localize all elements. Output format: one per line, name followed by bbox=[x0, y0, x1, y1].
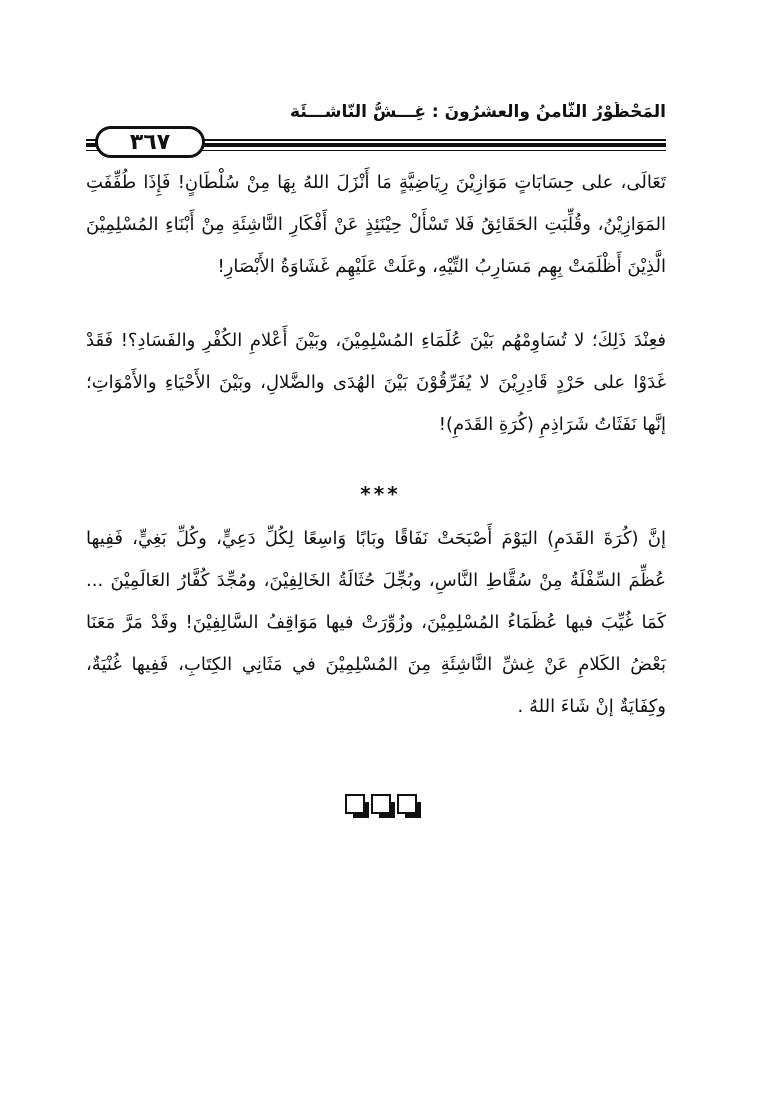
page-number: ٣٦٧ bbox=[129, 129, 171, 155]
paragraph-3: إنَّ (كُرَةَ القَدَمِ) اليَوْمَ أَصْبَحَتْ نَفَاقًا وبَابًا وَاسِعًا لِكُلِّ دَعِيٍّ، وكُلِّ بَغِيٍّ، فَفِيها عُظِّمَ السِّفْلَةُ مِنْ سُقَّاطِ النَّاسِ، وبُجِّلَ حُثَالَةُ الخَالِفِيْنَ، ومُجِّدَ كُفَّارُ العَالَمِيْنَ ... كَمَا غُيِّبَ فيها عُظَمَاءُ المُسْلِمِيْنَ، وزُوِّرَتْ فيها مَوَاقِفُ السَّالِفِيْنَ! وقَدْ مَرَّ مَعَنَا بَعْضُ الكَلامِ عَنْ غِشِّ النَّاشِئَةِ مِنَ المُسْلِمِيْنَ في مَثَانِي الكِتَابِ، فَفِيها غُنْيَةٌ، وكِفَايَةٌ إنْ شَاءَ اللهُ . bbox=[86, 528, 666, 717]
square-ornament-icon bbox=[371, 794, 391, 814]
square-ornament-icon bbox=[345, 794, 365, 814]
end-of-section-marks bbox=[0, 794, 761, 814]
page-number-badge bbox=[95, 126, 205, 158]
square-ornament-icon bbox=[397, 794, 417, 814]
paragraph-1: تَعَالَى، على حِسَابَاتٍ مَوَازِيْنَ رِيَاضِيَّةٍ مَا أَنْزَلَ اللهُ بِهَا مِنْ سُلْطَانٍ! فَإِذَا طُفِّفَتِ المَوَازِيْنُ، وقُلِّبَتِ الحَقَائِقُ فَلا تَسْأَلْ حِيْنَئِذٍ عَنْ أَفْكَارِ النَّاشِئَةِ مِنْ أَبْنَاءِ المُسْلِمِيْنَ الَّذِيْنَ أَظْلَمَتْ بِهِم مَسَارِبُ التِّيْهِ، وعَلَتْ عَلَيْهِم غَشَاوَةُ الأَبْصَارِ! bbox=[86, 172, 666, 277]
paragraph-2: فعِنْدَ ذَلِكَ؛ لا تُسَاوِمْهُم بَيْنَ عُلَمَاءِ المُسْلِمِيْنَ، وبَيْنَ أَعْلامِ الكُفْرِ والفَسَادِ؟! فَقَدْ غَدَوْا على حَرْدٍ قَادِرِيْنَ لا يُفَرِّقُوْنَ بَيْنَ الهُدَى والضَّلالِ، وبَيْنَ الأَحْيَاءِ والأَمْوَاتِ؛ إنَّها نَفَثَاتُ شَرَاذِمِ (كُرَةِ القَدَمِ)! bbox=[86, 330, 666, 435]
running-header-title: المَحْظُوْرُ الثّامنُ والعشرُونَ : غِـــشُّ النّاشـــئَة bbox=[290, 102, 666, 122]
section-separator: *** bbox=[360, 482, 401, 506]
